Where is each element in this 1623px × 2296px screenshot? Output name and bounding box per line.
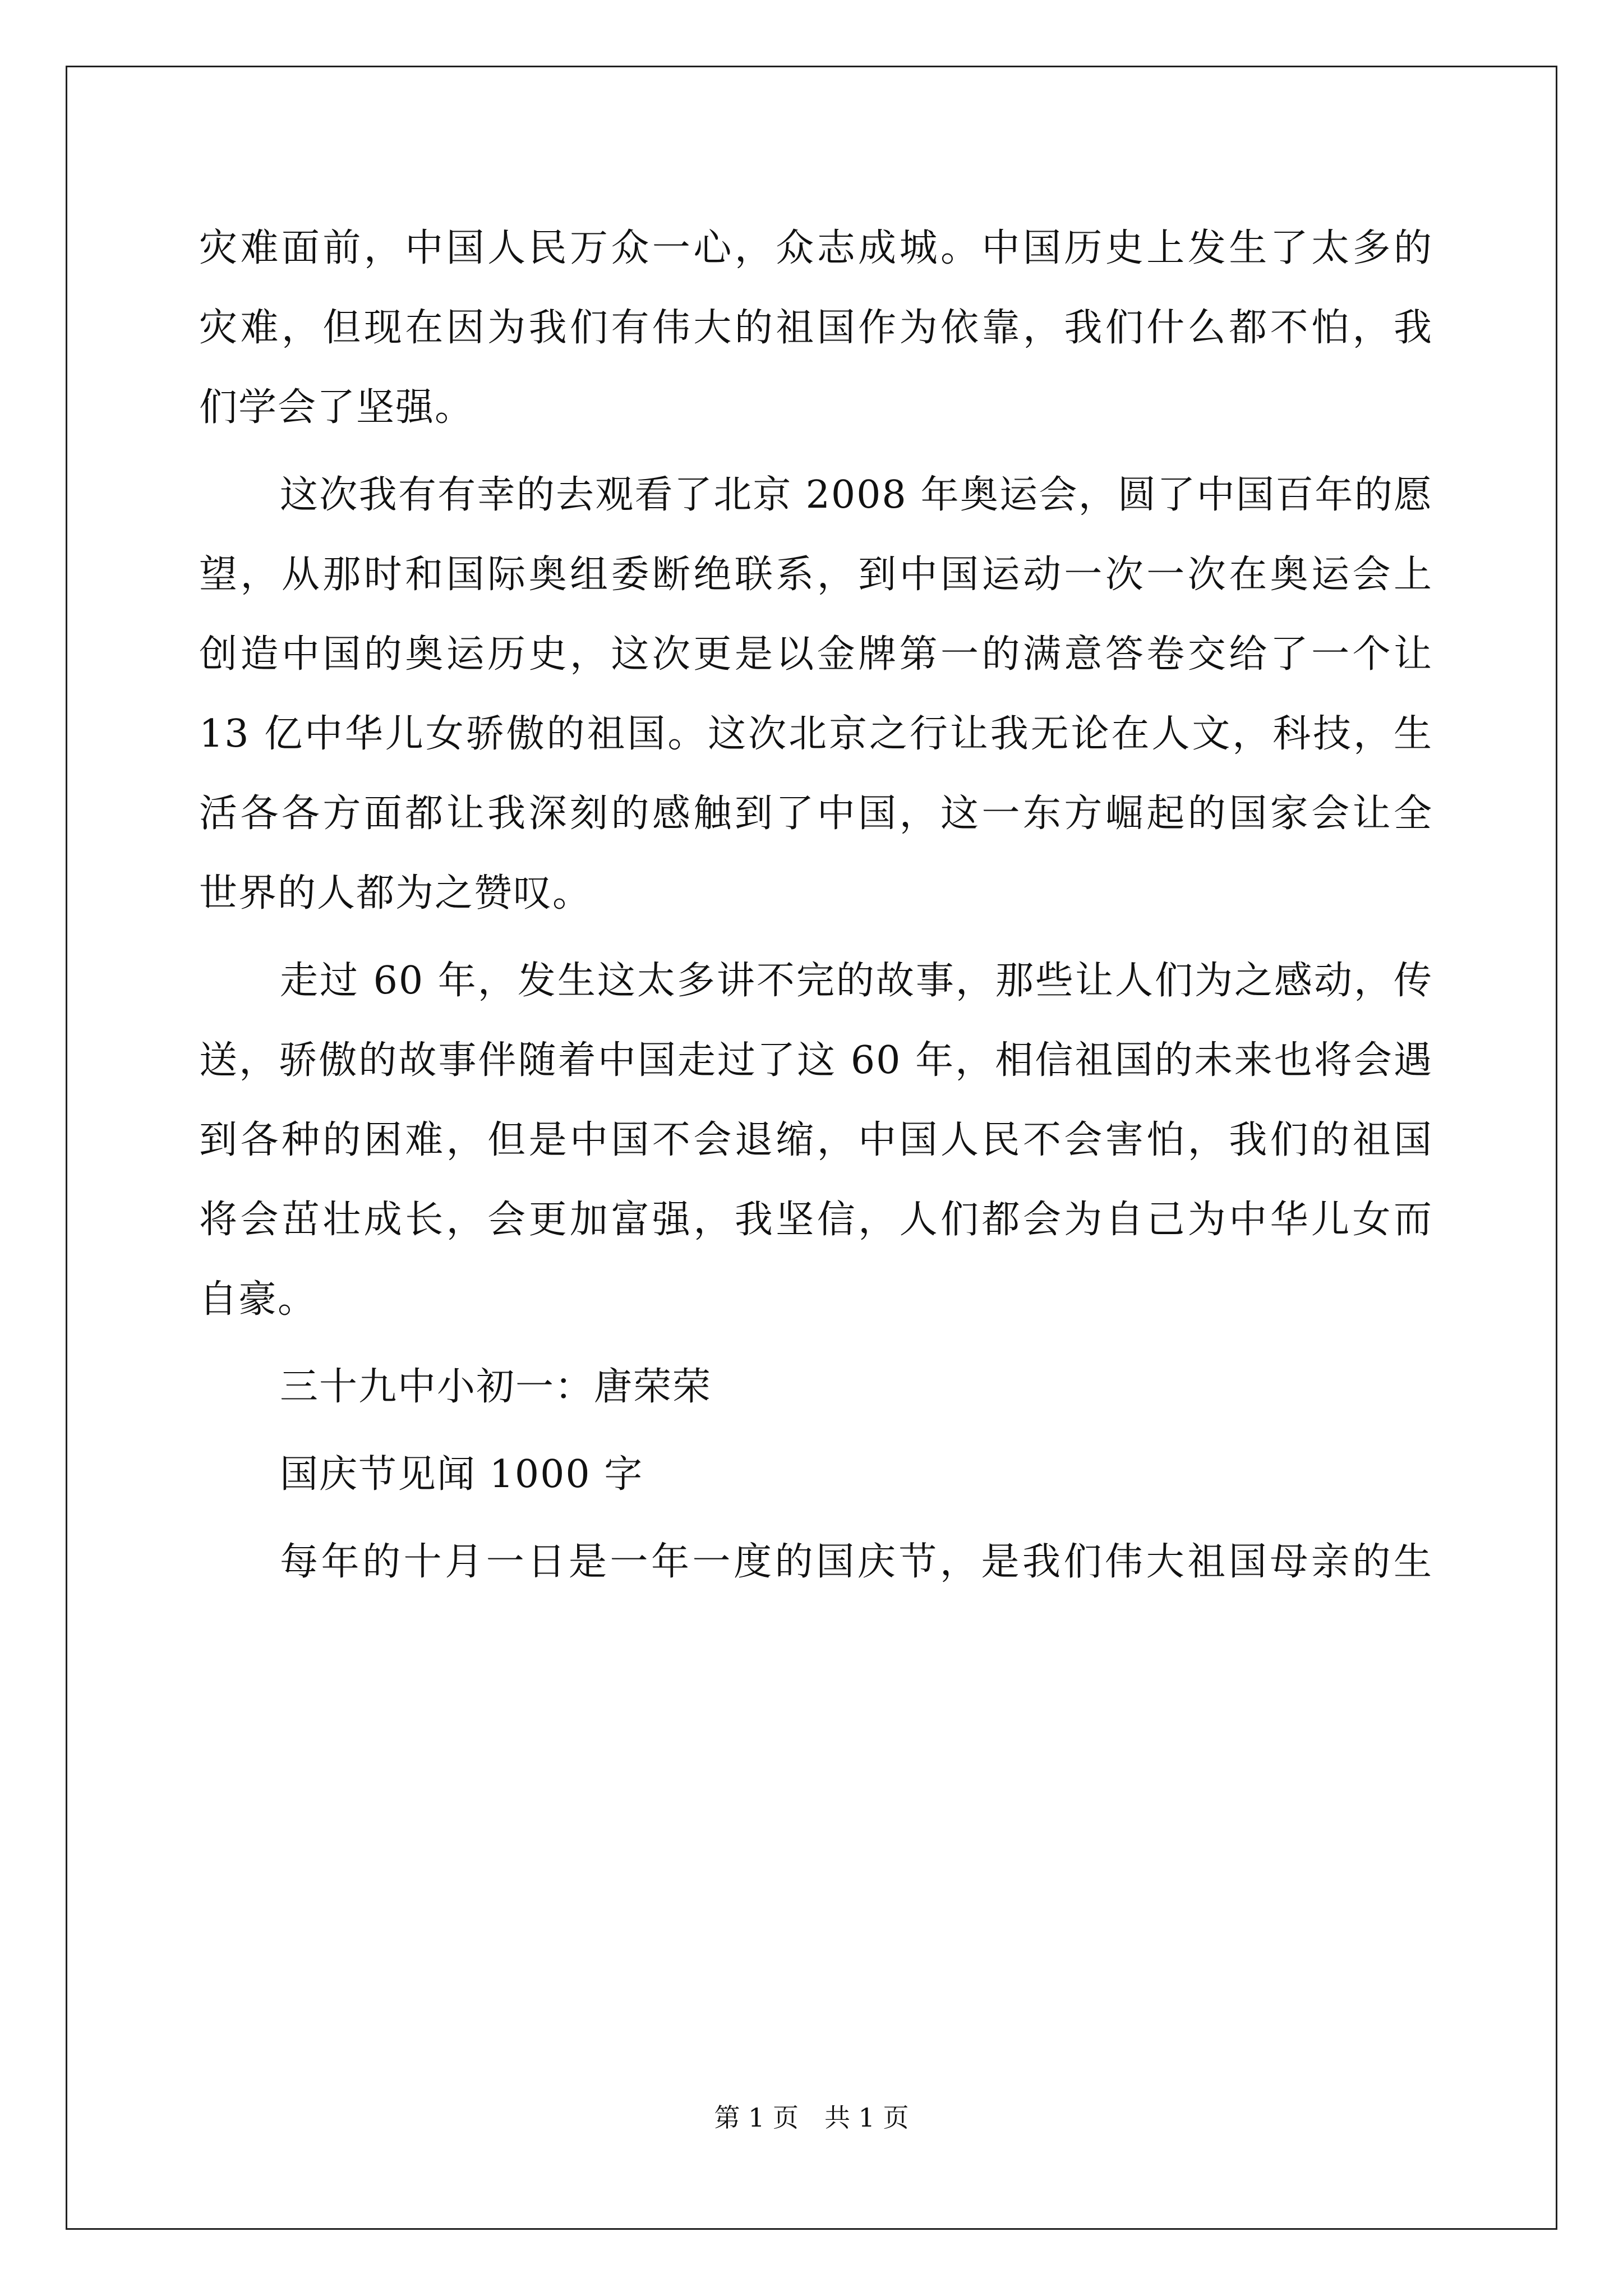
text-line: 到各种的困难，但是中国不会退缩，中国人民不会害怕，我们的祖国 [199,1118,1433,1162]
text-line: 创造中国的奥运历史，这次更是以金牌第一的满意答卷交给了一个让 [199,632,1433,677]
page-number-footer: 第 1 页 共 1 页 [714,2102,909,2133]
text-line: 世界的人都为之赞叹。 [199,871,592,915]
author-line [199,1347,1433,1427]
text-line: 国庆节见闻 1000 字 [280,1452,644,1497]
text-line: 自豪。 [199,1277,317,1322]
text-line: 望，从那时和国际奥组委断绝联系，到中国运动一次一次在奥运会上 [199,553,1433,597]
paragraph-3 [199,941,1433,1340]
text-line: 三十九中小初一：唐荣荣 [280,1365,712,1409]
text-line: 活各各方面都让我深刻的感触到了中国，这一东方崛起的国家会让全 [199,792,1433,836]
text-line: 走过 60 年，发生这太多讲不完的故事，那些让人们为之感动，传 [280,959,1433,1003]
paragraph-4 [199,1522,1433,1602]
text-line: 送，骄傲的故事伴随着中国走过了这 60 年，相信祖国的未来也将会遇 [199,1038,1433,1083]
paragraph-1 [199,209,1433,448]
text-line: 们学会了坚强。 [199,385,474,430]
essay-title [199,1435,1433,1515]
document-body [199,209,1433,1602]
text-line: 灾难面前，中国人民万众一心，众志成城。中国历史上发生了太多的 [199,226,1433,270]
text-line: 每年的十月一日是一年一度的国庆节，是我们伟大祖国母亲的生 [280,1540,1433,1584]
text-line: 13 亿中华儿女骄傲的祖国。这次北京之行让我无论在人文，科技，生 [199,712,1433,756]
paragraph-2 [199,455,1433,933]
text-line: 将会茁壮成长，会更加富强，我坚信，人们都会为自己为中华儿女而 [199,1198,1433,1242]
text-line: 这次我有有幸的去观看了北京 2008 年奥运会，圆了中国百年的愿 [280,473,1433,517]
text-line: 灾难，但现在因为我们有伟大的祖国作为依靠，我们什么都不怕，我 [199,306,1433,350]
